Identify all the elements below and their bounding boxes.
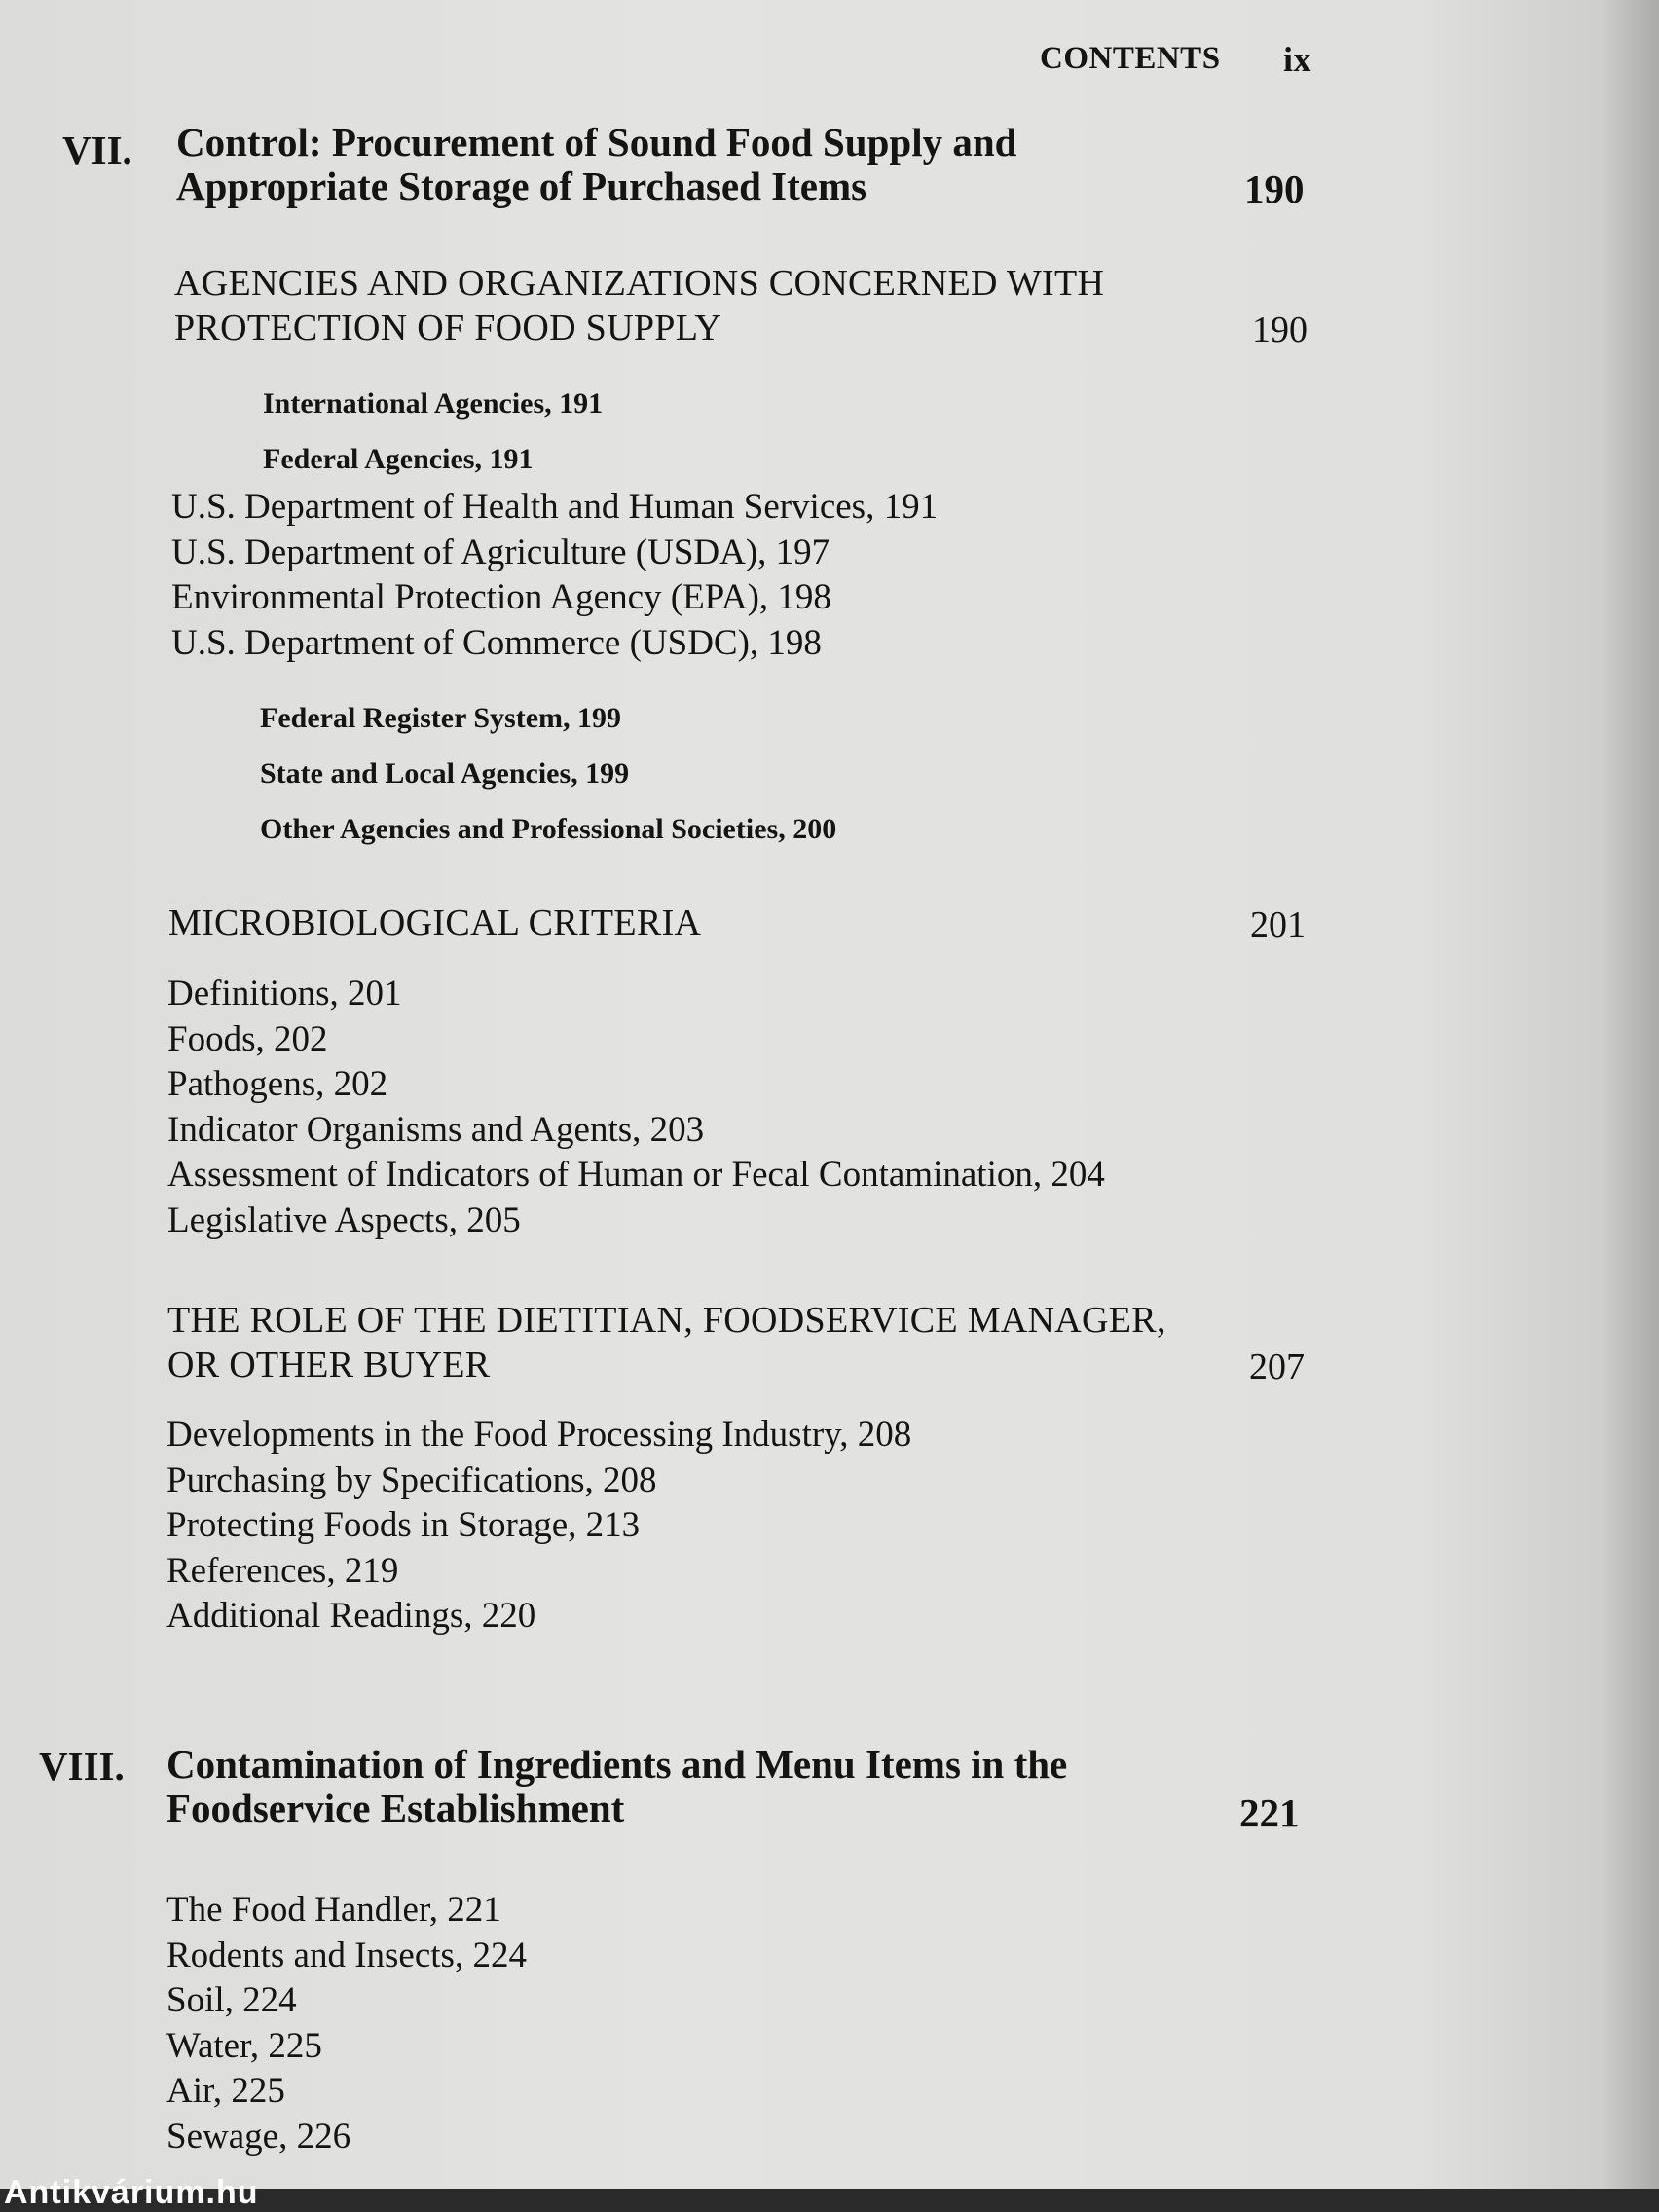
- list-item: Assessment of Indicators of Human or Fecal Contamination, 204: [167, 1155, 1105, 1195]
- chapter-number: VII.: [62, 128, 132, 172]
- section-title: [167, 1298, 1166, 1387]
- chapter-title-line: Contamination of Ingredients and Menu Items in the: [166, 1742, 1068, 1787]
- subheading: Other Agencies and Professional Societies, 200: [260, 813, 837, 845]
- section-page: 201: [1250, 904, 1306, 945]
- chapter-title-line: Control: Procurement of Sound Food Supply and: [176, 120, 1017, 165]
- chapter-page: 190: [1244, 166, 1305, 211]
- chapter-number: VIII.: [39, 1744, 125, 1788]
- chapter-title: [166, 1743, 1067, 1830]
- section-title: MICROBIOLOGICAL CRITERIA: [168, 903, 702, 943]
- list-item: Purchasing by Specifications, 208: [166, 1459, 657, 1500]
- list-item: Pathogens, 202: [167, 1064, 388, 1104]
- list-item: Water, 225: [166, 2025, 322, 2066]
- list-item: References, 219: [166, 1550, 399, 1591]
- page-number: ix: [1283, 40, 1312, 79]
- subheading: International Agencies, 191: [263, 387, 604, 420]
- list-item: Protecting Foods in Storage, 213: [166, 1505, 641, 1545]
- section-title-line: AGENCIES AND ORGANIZATIONS CONCERNED WITH: [174, 263, 1105, 304]
- list-item: Foods, 202: [167, 1018, 328, 1059]
- list-item: Indicator Organisms and Agents, 203: [167, 1109, 705, 1150]
- list-item: Environmental Protection Agency (EPA), 198: [171, 577, 831, 617]
- subheading: Federal Agencies, 191: [263, 443, 534, 475]
- watermark: Antikvárium.hu: [4, 2174, 259, 2211]
- list-item: Additional Readings, 220: [166, 1596, 536, 1636]
- chapter-title: [176, 121, 1016, 208]
- entry-list: [166, 1413, 911, 1640]
- section-title-line: OR OTHER BUYER: [167, 1345, 491, 1385]
- section-title-line: THE ROLE OF THE DIETITIAN, FOODSERVICE MANAGER,: [167, 1300, 1166, 1341]
- list-item: Sewage, 226: [166, 2116, 351, 2157]
- list-item: Developments in the Food Processing Industry, 208: [166, 1415, 912, 1455]
- list-item: U.S. Department of Health and Human Services, 191: [171, 487, 939, 527]
- chapter-page: 221: [1239, 1790, 1300, 1835]
- list-item: Rodents and Insects, 224: [166, 1935, 527, 1975]
- list-item: Soil, 224: [166, 1980, 297, 2020]
- page-edge-shadow: [1601, 0, 1659, 2212]
- list-item: Legislative Aspects, 205: [167, 1199, 521, 1240]
- list-item: Air, 225: [166, 2071, 285, 2111]
- chapter-title-line: Foodservice Establishment: [166, 1786, 625, 1830]
- entry-list: [171, 485, 938, 666]
- section-title: [174, 261, 1104, 350]
- section-title-line: PROTECTION OF FOOD SUPPLY: [174, 308, 722, 349]
- section-page: 190: [1252, 310, 1308, 350]
- chapter-title-line: Appropriate Storage of Purchased Items: [176, 164, 867, 208]
- subheading: Federal Register System, 199: [260, 702, 622, 734]
- running-header-title: CONTENTS: [1040, 41, 1221, 76]
- list-item: The Food Handler, 221: [166, 1890, 501, 1930]
- list-item: U.S. Department of Agriculture (USDA), 197: [171, 532, 830, 572]
- list-item: U.S. Department of Commerce (USDC), 198: [171, 622, 822, 663]
- section-page: 207: [1249, 1346, 1305, 1387]
- entry-list: [166, 1888, 527, 2159]
- subheading: State and Local Agencies, 199: [260, 757, 630, 790]
- entry-list: [167, 972, 1105, 1243]
- list-item: Definitions, 201: [167, 974, 402, 1014]
